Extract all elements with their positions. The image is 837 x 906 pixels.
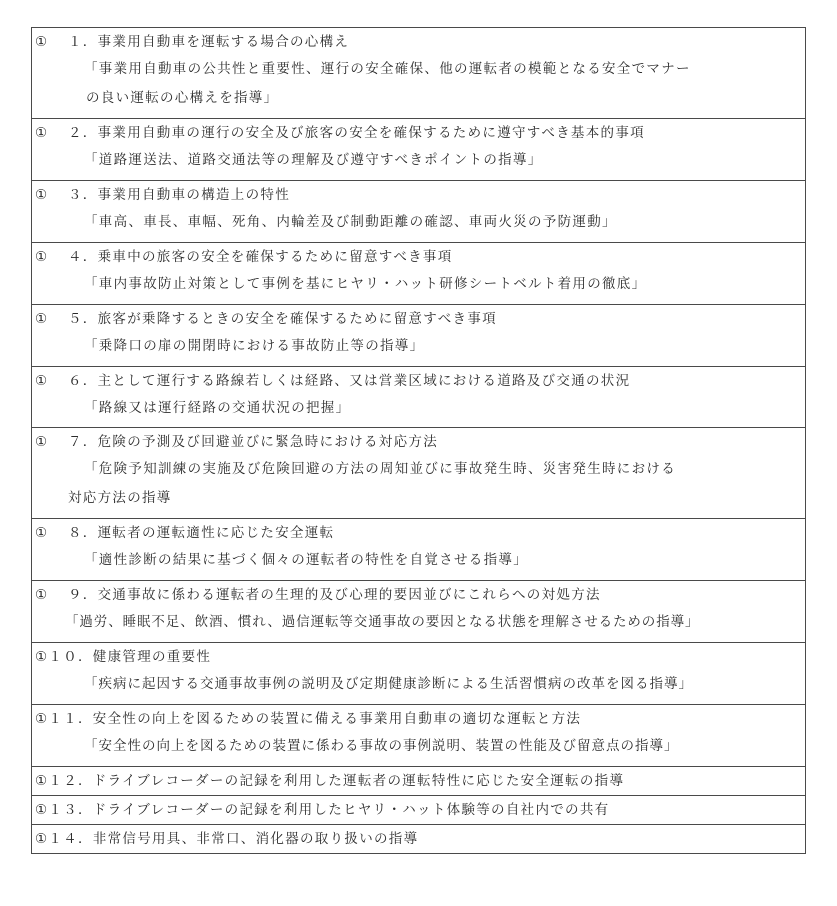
- table-cell: [32, 181, 806, 243]
- item-detail: 対応方法の指導: [68, 490, 172, 506]
- item-mark: ①: [35, 249, 49, 265]
- item-title: １０．健康管理の重要性: [48, 649, 212, 665]
- item-detail: 「乗降口の扉の開閉時における事故防止等の指導」: [84, 338, 425, 354]
- table-row: [32, 519, 806, 581]
- item-detail: 「安全性の向上を図るための装置に係わる事故の事例説明、装置の性能及び留意点の指導」: [84, 738, 679, 754]
- item-mark: ①: [35, 125, 49, 141]
- item-detail: 「過労、睡眠不足、飲酒、慣れ、過信運転等交通事故の要因となる状態を理解させるための指導」: [65, 614, 700, 630]
- training-items-table: [31, 27, 806, 854]
- table-cell: [32, 119, 806, 181]
- item-title: ６．主として運行する路線若しくは経路、又は営業区域における道路及び交通の状況: [68, 373, 631, 389]
- item-mark: ①: [35, 311, 49, 327]
- table-row: [32, 28, 806, 119]
- item-detail: 「適性診断の結果に基づく個々の運転者の特性を自覚させる指導」: [84, 552, 528, 568]
- table-row: [32, 181, 806, 243]
- item-title: ７．危険の予測及び回避並びに緊急時における対応方法: [68, 434, 438, 450]
- item-detail: 「危険予知訓練の実施及び危険回避の方法の周知並びに事故発生時、災害発生時における: [84, 461, 676, 477]
- item-title: １３．ドライブレコーダーの記録を利用したヒヤリ・ハット体験等の自社内での共有: [48, 802, 610, 818]
- table-cell: [32, 705, 806, 767]
- item-title: ８．運転者の運転適性に応じた安全運転: [68, 525, 335, 541]
- item-title: ４．乗車中の旅客の安全を確保するために留意すべき事項: [68, 249, 453, 265]
- item-title: ５．旅客が乗降するときの安全を確保するために留意すべき事項: [68, 311, 497, 327]
- table-row: [32, 705, 806, 767]
- item-mark: ①: [35, 711, 49, 727]
- table-row: [32, 305, 806, 367]
- item-mark: ①: [35, 373, 49, 389]
- table-cell: [32, 28, 806, 119]
- table-row: [32, 243, 806, 305]
- table-row: [32, 367, 806, 428]
- item-detail: 「疾病に起因する交通事故事例の説明及び定期健康診断による生活習慣病の改革を図る指導」: [84, 676, 693, 692]
- item-mark: ①: [35, 831, 49, 847]
- table-cell: [32, 367, 806, 428]
- table-cell: [32, 796, 806, 825]
- item-mark: ①: [35, 434, 49, 450]
- table-cell: [32, 643, 806, 705]
- item-title: ９．交通事故に係わる運転者の生理的及び心理的要因並びにこれらへの対処方法: [68, 587, 601, 603]
- item-detail: 「路線又は運行経路の交通状況の把握」: [84, 400, 351, 416]
- table-row: [32, 796, 806, 825]
- table-cell: [32, 519, 806, 581]
- item-mark: ①: [35, 802, 49, 818]
- item-mark: ①: [35, 187, 49, 203]
- item-title: ３．事業用自動車の構造上の特性: [68, 187, 290, 203]
- item-detail: 「事業用自動車の公共性と重要性、運行の安全確保、他の運転者の模範となる安全でマナー: [84, 61, 691, 77]
- table-cell: [32, 305, 806, 367]
- item-title: １１．安全性の向上を図るための装置に備える事業用自動車の適切な運転と方法: [48, 711, 582, 727]
- table-cell: [32, 428, 806, 519]
- table-row: [32, 119, 806, 181]
- item-mark: ①: [35, 525, 49, 541]
- item-title: ２．事業用自動車の運行の安全及び旅客の安全を確保するために遵守すべき基本的事項: [68, 125, 645, 141]
- table-row: [32, 428, 806, 519]
- item-mark: ①: [35, 649, 49, 665]
- item-title: １４．非常信号用具、非常口、消化器の取り扱いの指導: [48, 831, 419, 847]
- table-row: [32, 581, 806, 643]
- table-cell: [32, 825, 806, 854]
- item-mark: ①: [35, 587, 49, 603]
- item-detail: の良い運転の心構えを指導」: [86, 90, 279, 106]
- item-detail: 「車内事故防止対策として事例を基にヒヤリ・ハット研修シートベルト着用の徹底」: [84, 276, 647, 292]
- item-title: １２．ドライブレコーダーの記録を利用した運転者の運転特性に応じた安全運転の指導: [48, 773, 625, 789]
- table-row: [32, 767, 806, 796]
- item-mark: ①: [35, 34, 49, 50]
- item-detail: 「道路運送法、道路交通法等の理解及び遵守すべきポイントの指導」: [84, 152, 543, 168]
- table-cell: [32, 767, 806, 796]
- item-detail: 「車高、車長、車幅、死角、内輪差及び制動距離の確認、車両火災の予防運動」: [84, 214, 617, 230]
- table-cell: [32, 243, 806, 305]
- table-row: [32, 643, 806, 705]
- table-row: [32, 825, 806, 854]
- item-title: １．事業用自動車を運転する場合の心構え: [68, 34, 350, 50]
- table-cell: [32, 581, 806, 643]
- item-mark: ①: [35, 773, 49, 789]
